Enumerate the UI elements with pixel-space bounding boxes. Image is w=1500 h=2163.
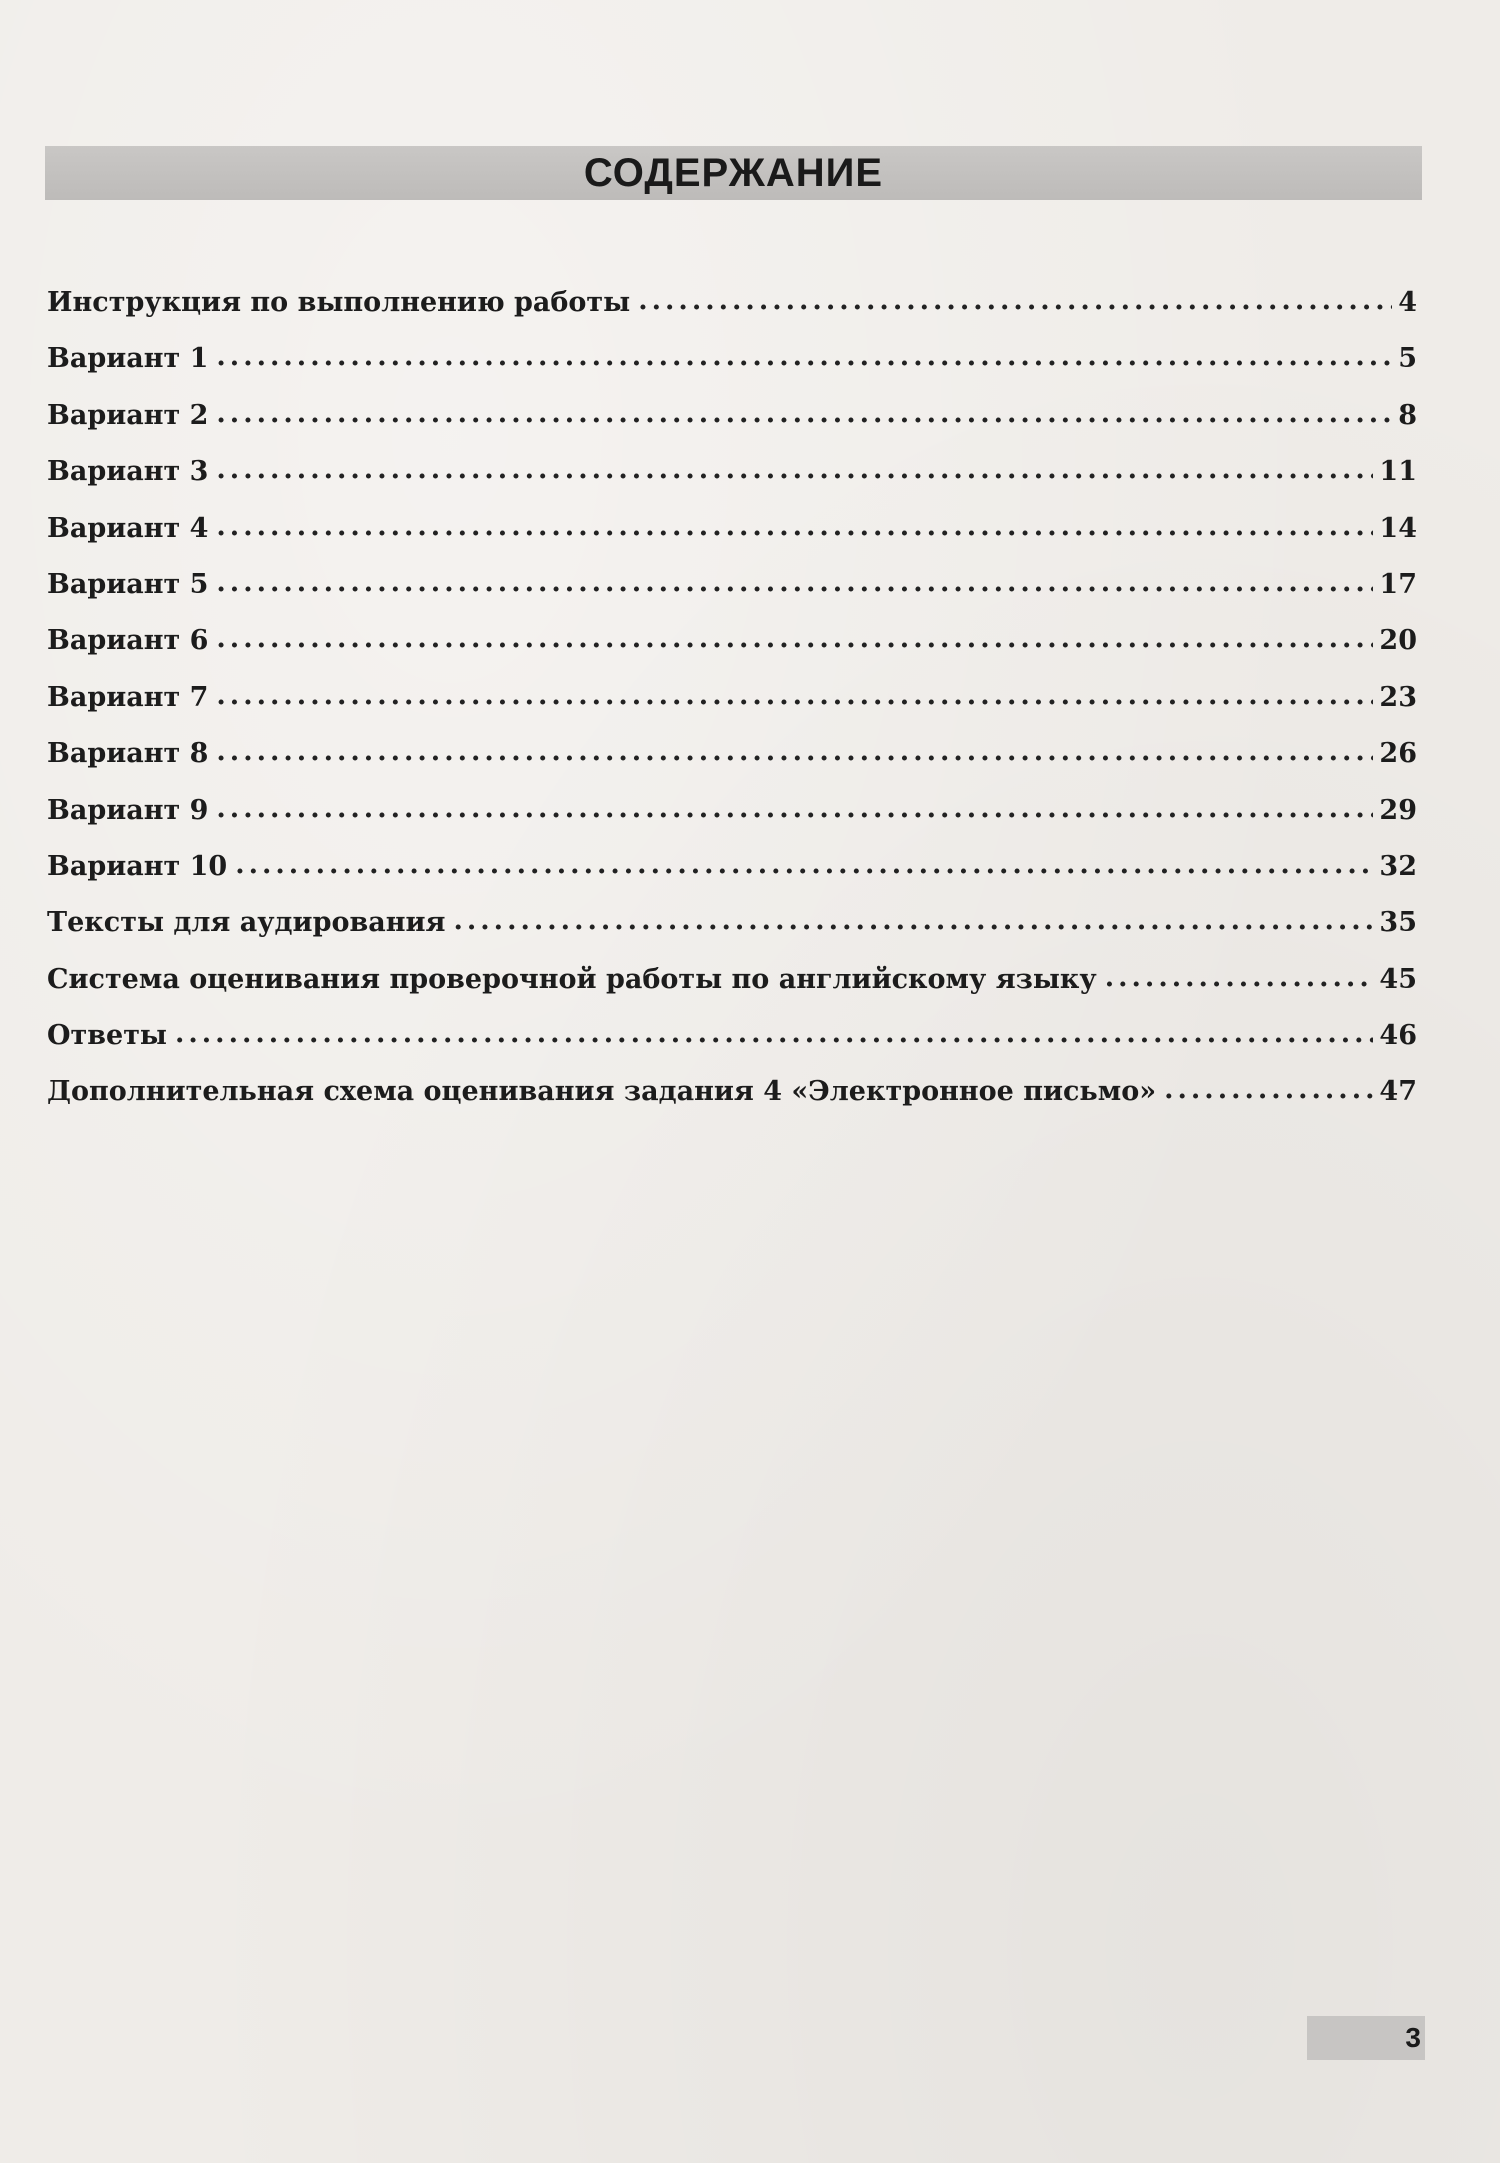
toc-entry-page: 45 <box>1379 963 1417 995</box>
toc-entry[interactable] <box>47 952 1417 1008</box>
toc-entry-label: Тексты для аудирования <box>47 907 446 939</box>
toc-entry-label: Инструкция по выполнению работы <box>47 287 631 318</box>
toc-entry-page: 20 <box>1379 625 1417 657</box>
toc-entry-label: Вариант 3 <box>47 456 209 488</box>
toc-leader-dots <box>216 724 1373 780</box>
toc-leader-dots <box>453 893 1373 949</box>
toc-entry-page: 11 <box>1379 456 1417 488</box>
toc-entry-label: Вариант 6 <box>47 625 209 657</box>
toc-entry-page: 47 <box>1379 1076 1417 1108</box>
toc-leader-dots <box>216 442 1373 498</box>
toc-entry-label: Ответы <box>47 1020 167 1052</box>
toc-leader-dots <box>216 781 1373 837</box>
toc-leader-dots <box>175 1006 1373 1062</box>
toc-leader-dots <box>216 555 1373 611</box>
toc-entry-page: 4 <box>1398 287 1417 318</box>
toc-entry-label: Дополнительная схема оценивания задания 4 «Электронное письмо» <box>47 1076 1157 1108</box>
toc-entry-label: Вариант 7 <box>47 681 209 713</box>
toc-entry-label: Вариант 2 <box>47 399 209 431</box>
toc-leader-dots <box>216 499 1373 555</box>
toc-entry-label: Вариант 9 <box>47 794 209 826</box>
toc-entry[interactable] <box>47 1064 1417 1120</box>
toc-entry[interactable] <box>47 839 1417 895</box>
toc-entry[interactable] <box>47 613 1417 669</box>
toc-entry-page: 23 <box>1379 681 1417 713</box>
toc-entry-page: 17 <box>1379 568 1417 600</box>
toc-leader-dots <box>638 273 1392 329</box>
toc-entry[interactable] <box>47 557 1417 613</box>
toc-entry-page: 5 <box>1398 343 1417 375</box>
toc-entry[interactable] <box>47 1008 1417 1064</box>
toc-entry[interactable] <box>47 783 1417 839</box>
toc-entry[interactable] <box>47 670 1417 726</box>
page-number: 3 <box>1405 2022 1421 2053</box>
toc-leader-dots <box>235 837 1373 893</box>
toc-entry[interactable] <box>47 331 1417 387</box>
toc-entry-label: Вариант 1 <box>47 343 209 375</box>
page-number-box <box>1307 2016 1425 2060</box>
toc-entry-page: 8 <box>1398 399 1417 431</box>
toc-entry[interactable] <box>47 388 1417 444</box>
toc-entry-label: Вариант 10 <box>47 850 228 882</box>
toc-entry-page: 14 <box>1379 512 1417 544</box>
toc-entry[interactable] <box>47 275 1417 331</box>
toc-entry-page: 29 <box>1379 794 1417 826</box>
table-of-contents <box>47 275 1417 1121</box>
toc-entry-label: Вариант 5 <box>47 568 209 600</box>
toc-leader-dots <box>216 668 1373 724</box>
toc-entry-page: 46 <box>1379 1020 1417 1052</box>
toc-leader-dots <box>216 611 1373 667</box>
toc-entry-page: 32 <box>1379 850 1417 882</box>
toc-entry-label: Вариант 4 <box>47 512 209 544</box>
toc-entry[interactable] <box>47 501 1417 557</box>
toc-entry[interactable] <box>47 444 1417 500</box>
toc-leader-dots <box>216 329 1392 385</box>
toc-leader-dots <box>1164 1062 1373 1118</box>
page-title: СОДЕРЖАНИЕ <box>583 150 884 195</box>
toc-entry[interactable] <box>47 726 1417 782</box>
toc-entry-label: Система оценивания проверочной работы по английскому языку <box>47 963 1097 995</box>
toc-entry-label: Вариант 8 <box>47 738 209 770</box>
contents-header-bar <box>45 146 1422 200</box>
toc-entry-page: 26 <box>1379 738 1417 770</box>
toc-entry[interactable] <box>47 895 1417 951</box>
toc-leader-dots <box>216 386 1392 442</box>
toc-leader-dots <box>1105 950 1374 1006</box>
toc-entry-page: 35 <box>1379 907 1417 939</box>
